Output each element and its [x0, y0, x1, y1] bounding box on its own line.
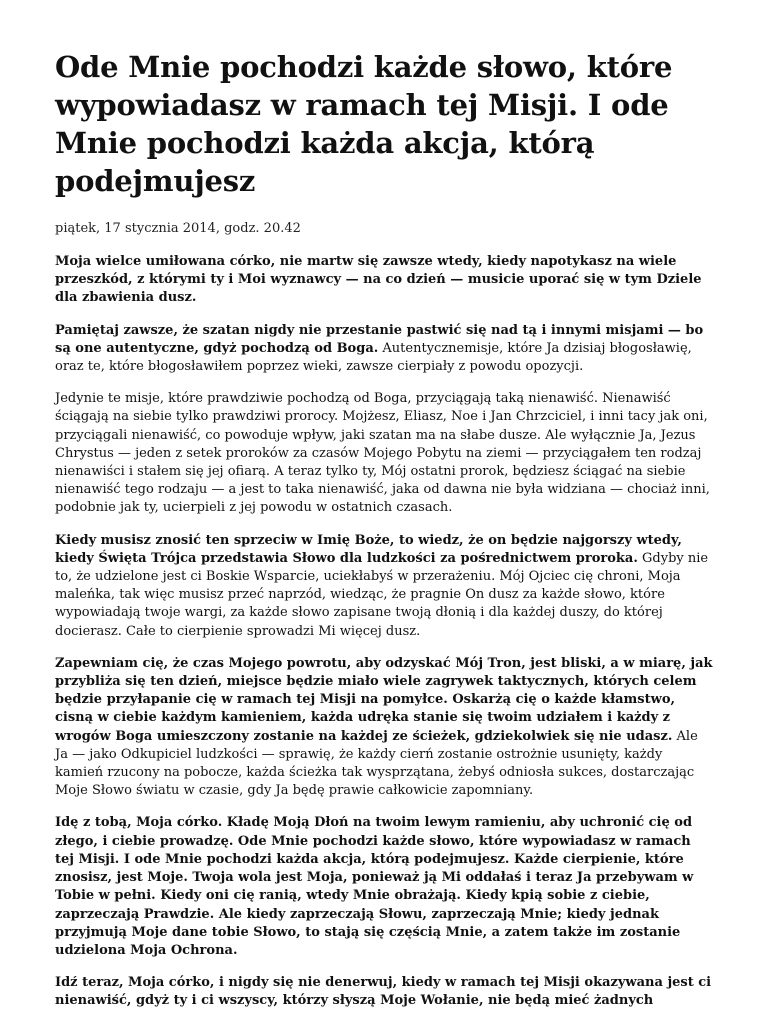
paragraph-7	[55, 974, 713, 1010]
paragraph-bold: Idę z tobą, Moja córko. Kładę Moją Dłoń na twoim lewym ramieniu, aby uchronić cię od złego, i ciebie prowadzę. Ode Mnie pochodzi każde słowo, które wypowiadasz w ramach tej Misji. I ode Mnie pochodzi każda akcja, którą podejmujesz. Każde cierpienie, które znosisz, jest Moje. Twoja wola jest Moja, ponieważ ją Mi oddałaś i teraz Ja przebywam w Tobie w pełni. Kiedy oni cię ranią, wtedy Mnie obrażają. Kiedy kpią sobie z ciebie, zaprzeczają Prawdzie. Ale kiedy zaprzeczają Słowu, zaprzeczają Mnie; kiedy jednak przyjmują Moje dane tobie Słowo, to stają się częścią Mnie, a zatem także im zostanie udzielona Moja Ochrona.	[55, 815, 694, 958]
paragraph-bold: Moja wielce umiłowana córko, nie martw się zawsze wtedy, kiedy napotykasz na wiele przeszkód, z którymi ty i Moi wyznawcy — na co dzień — musicie uporać się w tym Dziele dla zbawienia dusz.	[55, 254, 702, 306]
paragraph-1	[55, 253, 713, 308]
paragraph-bold: Idź teraz, Moja córko, i nigdy się nie denerwuj, kiedy w ramach tej Misji okazywana jest ci nienawiść, gdyż ty i ci wszyscy, którzy słyszą Moje Wołanie, nie będą mieć żadnych	[55, 975, 712, 1009]
paragraph-6	[55, 814, 713, 960]
paragraph-4	[55, 532, 713, 641]
paragraph-text: Ale Ja — jako Odkupiciel ludzkości — sprawię, że każdy cierń zostanie ostrożnie usunięty, każdy kamień rzucony na pobocze, każda ścieżka tak wysprzątana, żebyś odniosła sukces, dostarczając Moje Słowo światu w czasie, gdy Ja będę prawie całkowicie zapomniany.	[55, 728, 698, 799]
paragraph-bold: Kiedy musisz znosić ten sprzeciw w Imię Boże, to wiedz, że on będzie najgorszy wtedy, kiedy Święta Trójca przedstawia Słowo dla ludzkości za pośrednictwem proroka.	[55, 532, 682, 566]
paragraph-text: Autentycznemisje, które Ja dzisiaj błogosławię, oraz te, które błogosławiłem poprzez wieki, zawsze cierpiały z powodu opozycji.	[55, 340, 692, 375]
page-title: Ode Mnie pochodzi każde słowo, które wypowiadasz w ramach tej Misji. I ode Mnie pochodzi każda akcja, którą podejmujesz	[55, 50, 673, 198]
paragraph-2	[55, 322, 713, 377]
paragraph-3	[55, 390, 713, 517]
paragraph-bold: Zapewniam cię, że czas Mojego powrotu, aby odzyskać Mój Tron, jest bliski, a w miarę, jak przybliża się ten dzień, miejsce będzie miało wiele zagrywek taktycznych, których celem będzie przyłapanie cię w ramach tej Misji na pomyłce. Oskarżą cię o każde kłamstwo, cisną w ciebie każdym kamieniem, każda udręka stanie się twoim udziałem i każdy z wrogów Boga umieszczony zostanie na każdej ze ścieżek, gdziekolwiek się nie udasz.	[55, 655, 713, 744]
paragraph-bold: Pamiętaj zawsze, że szatan nigdy nie przestanie pastwić się nad tą i innymi misjami — bo są one autentyczne, gdyż pochodzą od Boga.	[55, 322, 704, 356]
post-date: piątek, 17 stycznia 2014, godz. 20.42	[55, 221, 301, 236]
paragraph-text: Jedynie te misje, które prawdziwie pochodzą od Boga, przyciągają taką nienawiść. Nienawiść ściągają na siebie tylko prawdziwi prorocy. Mojżesz, Eliasz, Noe i Jan Chrzciciel, i inni tacy jak oni, przyciągali nienawiść, co powoduje wpływ, jaki szatan ma na słabe dusze. Ale wyłącznie Ja, Jezus Chrystus — jeden z setek proroków za czasów Mojego Pobytu na ziemi — przyciągałem ten rodzaj nienawiści i stałem się jej ofiarą. A teraz tylko ty, Mój ostatni prorok, będziesz ściągać na siebie nienawiść tego rodzaju — a jest to taka nienawiść, jaka od dawna nie była widziana — chociaż inni, podobnie jak ty, ucierpieli z jej powodu w ostatnich czasach.	[55, 391, 710, 516]
paragraph-text: Gdyby nie to, że udzielone jest ci Boskie Wsparcie, uciekłabyś w przerażeniu. Mój Ojciec cię chroni, Moja maleńka, tak więc musisz przeć naprzód, wiedząc, że pragnie On dusz za każde słowo, które wypowiadają twoje wargi, za każde słowo zapisane twoją dłonią i dla każdej duszy, do której docierasz. Całe to cierpienie sprowadzi Mi więcej dusz.	[55, 550, 709, 639]
paragraph-5	[55, 655, 713, 801]
